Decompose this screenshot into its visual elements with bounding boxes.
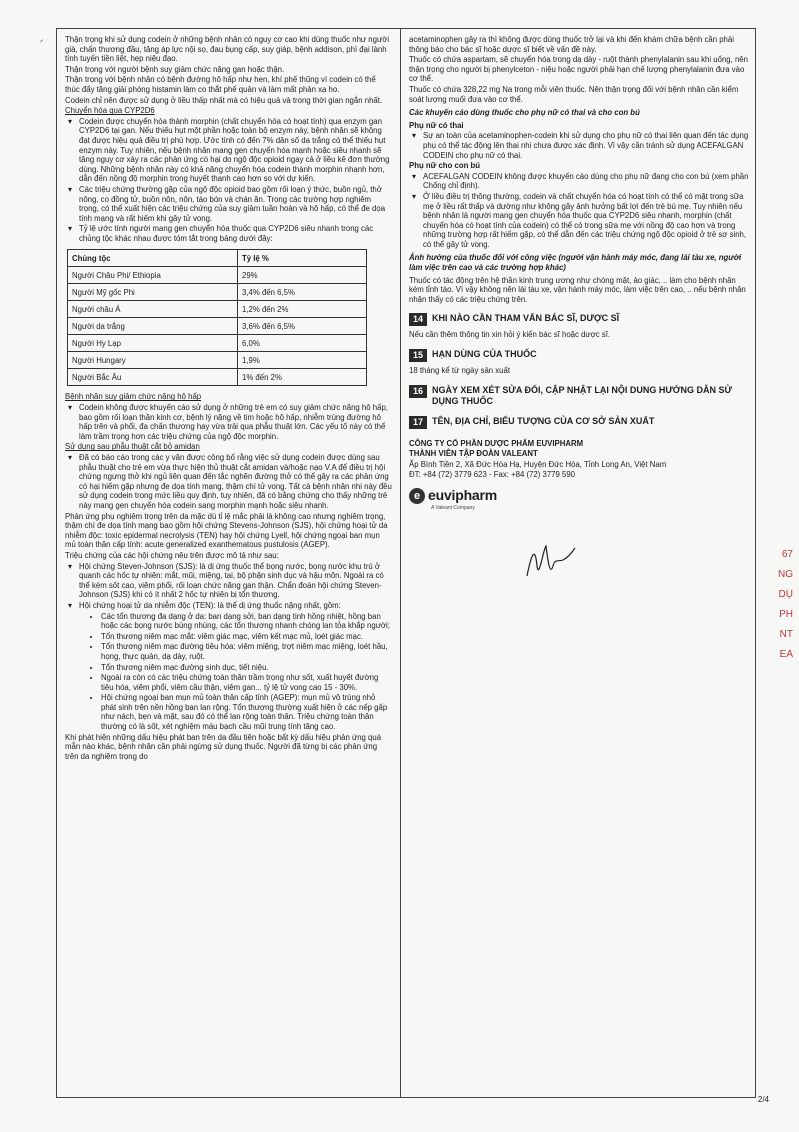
- section-body: Nếu cần thêm thông tin xin hỏi ý kiến bác sĩ hoặc dược sĩ.: [409, 330, 611, 340]
- table-row: [68, 335, 367, 352]
- section-14: [409, 313, 749, 326]
- intro-paragraph: Thận trọng khi sử dụng codein ở những bệnh nhân có nguy cơ cao khi dùng thuốc như người già, chấn thương đầu, tăng áp lực nội sọ, đau bụng cấp, suy giáp, bệnh addison, phì đại lành tính tuyến tiền liệt, hẹp niệu đạo.: [65, 35, 390, 64]
- table-row: [68, 301, 367, 318]
- table-cell: Người Châu Phi/ Ethiopia: [68, 267, 238, 284]
- ethnicity-table: [67, 249, 367, 386]
- edge-fragment: DỤ: [778, 589, 793, 600]
- intro-paragraph: acetaminophen gây ra thì không được dùng thuốc trở lại và khi đến khám chữa bệnh cần phải thông báo cho bác sĩ hoặc dược sĩ biết về vấn đề này.: [409, 35, 734, 54]
- section-number: 15: [409, 349, 427, 362]
- lactation-title: Phụ nữ cho con bú: [409, 161, 481, 171]
- table-row: [68, 284, 367, 301]
- table-cell: Người châu Á: [68, 301, 238, 318]
- table-header-row: [68, 250, 367, 267]
- table-row: [68, 352, 367, 369]
- right-column: [401, 29, 757, 1097]
- logo-text: euvipharm: [428, 487, 497, 504]
- table-cell: Người Mỹ gốc Phi: [68, 284, 238, 301]
- section-title: NGÀY XEM XÉT SỬA ĐỔI, CẬP NHẬT LẠI NỘI DUNG HƯỚNG DẪN SỬ DỤNG THUỐC: [432, 384, 732, 406]
- edge-fragments: [773, 545, 793, 665]
- list-item: ▾ Đã có báo cáo trong các y văn được công bố rằng việc sử dụng codein được dùng sau phẫu thuật cho trẻ em vừa thực hiện thủ thuật cắt amidan và/hoặc nạo V.A để điều trị hội chứng ngưng thở khi ngủ liên quan đến tắc nghẽn đường thở có thể gây ra các phản ứng có hại hiếm gặp nhưng đe dọa tính mạng, thậm chí tử vong. Tất cả bệnh nhân nhi này đều sử dụng codein trong mức liều quy định, tuy nhiên, đã có bằng chứng cho thấy những trẻ này mang gen chuyển hóa codein sang morphin mạnh hoặc siêu nhanh.: [79, 453, 392, 511]
- edge-fragment: EA: [779, 649, 793, 660]
- list-item: ▾ Sự an toàn của acetaminophen-codein khi sử dụng cho phụ nữ có thai liên quan đến tác dụng phụ có thể tác động lên thai nhi chưa được xác định. Vì vậy cần tránh sử dụng ACEFALGAN CODEIN cho phụ nữ có thai.: [423, 131, 749, 160]
- list-item: ▾ Codein được chuyển hóa thành morphin (chất chuyển hóa có hoạt tính) qua enzym gan CYP2D6 tại gan. Nếu thiếu hụt một phần hoặc toàn bộ enzym này, bệnh nhân sẽ không đạt được hiệu quả điều trị phù hợp. Ước tính có đến 7% dân số da trắng có thể thiếu hụt enzym này. Tuy nhiên, nếu bệnh nhân mang gen chuyển hóa mạnh hoặc siêu nhanh sẽ tăng nguy cơ xảy ra các phản ứng có hại do ngộ độc opioid ngay cả ở liều kê đơn thường dùng. Những bệnh nhân này có khả năng chuyển hóa codein thành morphin nhanh hơn, dẫn đến nồng độ morphin trong huyết thanh cao hơn so với dự kiến.: [79, 117, 392, 184]
- euvipharm-logo-icon: e: [409, 488, 425, 504]
- section-16: [409, 385, 749, 407]
- section-15: [409, 349, 749, 362]
- post-surgery-list: [65, 453, 392, 511]
- intro-paragraph: Thuốc có chứa 328,22 mg Na trong mỗi viên thuốc. Nên thận trọng đối với bệnh nhân cần kiểm soát lượng muối đưa vào cơ thể.: [409, 84, 739, 104]
- closing-paragraph: Khi phát hiện những dấu hiệu phát ban trên da đầu tiên hoặc bất kỳ dấu hiệu phản ứng quá mẫn nào khác, bệnh nhân cần phải ngừng sử dụng thuốc. Người đã từng bị các phản ứng trên da nghiêm trọng do: [65, 732, 382, 761]
- table-row: [68, 318, 367, 335]
- company-block: [409, 439, 749, 480]
- left-column: [57, 29, 401, 1097]
- table-row: [68, 369, 367, 386]
- section-17: [409, 416, 749, 429]
- edge-fragment: 67: [781, 549, 793, 560]
- list-item: ▾ Các triệu chứng thường gặp của ngộ độc opioid bao gồm rối loạn ý thức, buồn ngủ, thở nông, co đồng tử, buồn nôn, nôn, táo bón và chán ăn. Trong các trường hợp nghiêm trọng, có thể xuất hiện các triệu chứng của suy giảm tuần hoàn và hô hấp, có thể đe dọa tính mạng và rất hiếm khi gây tử vong.: [79, 185, 392, 223]
- list-item: ▾ ACEFALGAN CODEIN không được khuyến cáo dùng cho phụ nữ đang cho con bú (xem phần Chống chỉ định).: [423, 172, 749, 191]
- pregnancy-heading: Các khuyến cáo dùng thuốc cho phụ nữ có thai và cho con bú: [409, 108, 640, 118]
- intro-paragraph: Thuốc có chứa aspartam, sẽ chuyển hóa trong dạ dày - ruột thành phenylalanin sau khi uống, nên thận trọng cho người bị phenylceton - niệu hoặc người phải hạn chế lượng phenylalanin đưa vào cơ thể.: [409, 55, 748, 84]
- cyp-list: [65, 117, 392, 244]
- intro-paragraph: Codein chỉ nên được sử dụng ở liều thấp nhất mà có hiệu quả và trong thời gian ngắn nhất.: [65, 95, 383, 105]
- sub-list-item: • Các tổn thương đa dạng ở da: ban dạng sởi, ban dạng tinh hồng nhiệt, hồng ban hoặc các bọng nước bùng nhùng, các tổn thương nhanh chóng lan tỏa khắp người;: [101, 612, 392, 631]
- table-cell: 1,9%: [238, 352, 367, 369]
- list-item: ▾ Hội chứng Steven-Johnson (SJS): là dị ứng thuốc thể bọng nước, bọng nước khu trú ở quanh các hốc tự nhiên: mắt, mũi, miệng, tai, bộ phận sinh dục và hậu môn. Ngoài ra có thể kèm sốt cao, viêm phổi, rối loạn chức năng gan thận. Chẩn đoán hội chứng Steven-Johnson (SJS) khi có ít nhất 2 hốc tự nhiên bị tổn thương.: [79, 562, 392, 600]
- intro-paragraph: Thận trọng với bệnh nhân có bệnh đường hô hấp như hen, khí phế thũng vì codein có thể thúc đẩy tăng giải phóng histamin làm co thắt phế quản và làm mất phản xạ ho.: [65, 75, 376, 94]
- leaflet-page: [56, 28, 756, 1098]
- section-number: 17: [409, 416, 427, 429]
- company-name: CÔNG TY CỔ PHẦN DƯỢC PHẨM EUVIPHARM: [409, 438, 584, 448]
- table-cell: Người Hungary: [68, 352, 238, 369]
- section-title: HẠN DÙNG CỦA THUỐC: [432, 349, 537, 360]
- post-surgery-title: Sử dụng sau phẫu thuật cắt bỏ amidan: [65, 442, 200, 452]
- table-cell: 6,0%: [238, 335, 367, 352]
- sub-list-item: • Ngoài ra còn có các triệu chứng toàn thân trầm trọng như sốt, xuất huyết đường tiêu hóa, viêm phổi, viêm cầu thận, viêm gan... tỷ lệ tử vong cao 15 - 30%.: [101, 673, 392, 692]
- company-address: Ấp Bình Tiền 2, Xã Đức Hòa Hạ, Huyện Đức Hòa, Tỉnh Long An, Việt Nam: [409, 459, 667, 469]
- signature: [519, 536, 749, 589]
- corner-mark: ᐟ: [40, 38, 44, 47]
- table-cell: 3,6% đến 6,5%: [238, 318, 367, 335]
- table-cell: 3,4% đến 6,5%: [238, 284, 367, 301]
- ten-sublist: [79, 612, 392, 732]
- table-row: [68, 267, 367, 284]
- list-item: ▾ Tỷ lệ ước tính người mang gen chuyển hóa thuốc qua CYP2D6 siêu nhanh trong các chủng tộc khác nhau được tóm tắt trong bảng dưới đây:: [79, 224, 392, 243]
- resp-title: Bệnh nhân suy giảm chức năng hô hấp: [65, 392, 202, 402]
- cyp-title: Chuyển hóa qua CYP2D6: [65, 106, 155, 116]
- company-member: THÀNH VIÊN TẬP ĐOÀN VALEANT: [409, 449, 538, 459]
- resp-list: [65, 403, 392, 441]
- section-number: 14: [409, 313, 427, 326]
- driving-text: Thuốc có tác động trên hệ thần kinh trung ương như chóng mặt, ảo giác, .. làm cho bệnh nhân kém tỉnh táo. Vì vậy không nên lái tàu xe, vận hành máy móc, làm việc trên cao, .. nếu bệnh nhân nhận thấy có các triệu chứng trên.: [409, 275, 746, 304]
- list-item: ▾ Codein không được khuyến cáo sử dụng ở những trẻ em có suy giảm chức năng hô hấp, bao gồm rối loạn thần kinh cơ, bệnh lý nặng về tim hoặc hô hấp, nhiễm trùng đường hô hấp trên và phổi, đa chấn thương hay vừa trải qua phẫu thuật lớn. Các yếu tố này có thể làm trầm trọng hơn các triệu chứng của ngộ độc morphin.: [79, 403, 392, 441]
- list-item: ▾ Ở liều điều trị thông thường, codein và chất chuyển hóa có hoạt tính có thể có mặt trong sữa mẹ ở liều rất thấp và dường như không gây ảnh hưởng bất lợi đến trẻ bú mẹ. Tuy nhiên nếu bệnh nhân là người mang gen chuyển hóa thuốc qua CYP2D6 siêu nhanh, morphin (chất chuyển hóa có hoạt tính của codein) có thể có trong sữa mẹ với nồng độ cao hơn và trong những trường hợp rất hiếm gặp, có thể dẫn đến các triệu chứng ngộ độc opioid ở trẻ sơ sinh, có thể gây tử vong.: [423, 192, 749, 250]
- company-contact: ĐT: +84 (72) 3779 623 - Fax: +84 (72) 3779 590: [409, 470, 576, 480]
- sub-list-item: • Hội chứng ngoại ban mụn mủ toàn thân cấp tính (AGEP): mụn mủ vô trùng nhỏ phát sinh trên nền hồng ban lan rộng. Tổn thương thường xuất hiện ở các nếp gấp như nách, bẹn và mặt, sau đó có thể lan rộng toàn thân. Triệu chứng toàn thân thường có là sốt, xét nghiệm máu bạch cầu mũi trung tính tăng cao.: [101, 693, 392, 731]
- table-header: Tỷ lệ %: [238, 250, 367, 267]
- table-cell: 29%: [238, 267, 367, 284]
- signature-icon: [519, 536, 579, 586]
- sjs-intro: Phản ứng phụ nghiêm trọng trên da mặc dù tỉ lệ mắc phải là không cao nhưng nghiêm trọng, thậm chí đe dọa tính mạng bao gồm hội chứng Stevens-Johnson (SJS), hội chứng hoại tử da nhiễm độc: toxic epidermal necrolysis (TEN) hay hội chứng Lyell, hội chứng ngoại ban mụn mủ toàn thân cấp tính: acute generalized exanthematous pustulosis (AGEP).: [65, 511, 388, 550]
- section-body: 18 tháng kể từ ngày sản xuất: [409, 366, 511, 376]
- sjs-lead: Triệu chứng của các hội chứng nêu trên được mô tả như sau:: [65, 550, 279, 560]
- lactation-list: [409, 172, 749, 250]
- syndrome-list: [65, 562, 392, 732]
- table-cell: Người Bắc Âu: [68, 369, 238, 386]
- sub-list-item: • Tổn thương niêm mạc đường sinh dục, tiết niệu.: [101, 663, 392, 673]
- page-number: 2/4: [757, 1095, 769, 1104]
- table-cell: Người da trắng: [68, 318, 238, 335]
- ten-item: Hội chứng hoại tử da nhiễm độc (TEN): là thể dị ứng thuốc nặng nhất, gồm:: [79, 600, 341, 610]
- edge-fragment: PH: [779, 609, 793, 620]
- logo-row: [409, 488, 749, 504]
- table-cell: 1% đến 2%: [238, 369, 367, 386]
- section-title: TÊN, ĐỊA CHỈ, BIỂU TƯỢNG CỦA CƠ SỞ SẢN XUẤT: [432, 415, 655, 426]
- table-header: Chủng tộc: [68, 250, 238, 267]
- edge-fragment: NT: [779, 629, 793, 640]
- section-number: 16: [409, 385, 427, 398]
- list-item: [79, 601, 392, 732]
- table-cell: Người Hy Lạp: [68, 335, 238, 352]
- edge-fragment: NG: [778, 569, 793, 580]
- pregnancy-list: [409, 131, 749, 160]
- sub-list-item: • Tổn thương niêm mạc đường tiêu hóa: viêm miệng, trợt niêm mạc miệng, loét hầu, họng, thực quản, dạ dày, ruột.: [101, 642, 392, 661]
- sub-list-item: • Tổn thương niêm mạc mắt: viêm giác mạc, viêm kết mạc mủ, loét giác mạc.: [101, 632, 392, 642]
- logo: [409, 488, 749, 514]
- logo-subtitle: A Valeant Company: [431, 505, 475, 511]
- driving-heading: Ảnh hưởng của thuốc đối với công việc (người vận hành máy móc, đang lái tàu xe, người làm việc trên cao và các trường hợp khác): [409, 253, 742, 273]
- intro-paragraph: Thận trọng với người bệnh suy giảm chức năng gan hoặc thận.: [65, 64, 285, 74]
- section-title: KHI NÀO CẦN THAM VẤN BÁC SĨ, DƯỢC SĨ: [432, 313, 620, 324]
- table-cell: 1,2% đến 2%: [238, 301, 367, 318]
- pregnancy-title: Phụ nữ có thai: [409, 120, 464, 130]
